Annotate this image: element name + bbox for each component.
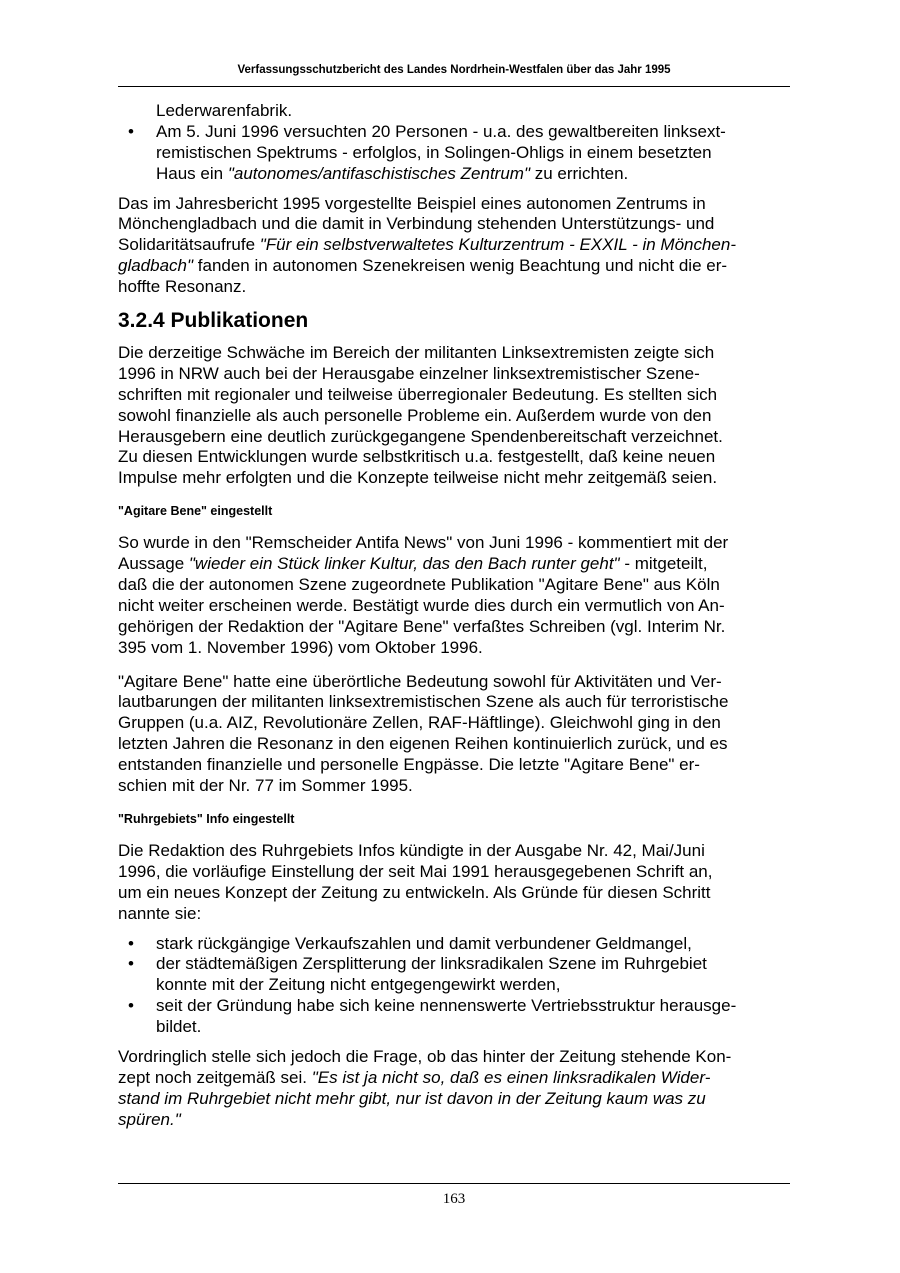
subsection-heading: "Agitare Bene" eingestellt [118, 504, 273, 519]
paragraph: Die Redaktion des Ruhrgebiets Infos kündigte in der Ausgabe Nr. 42, Mai/Juni 1996, die vorläufige Einstellung der seit Mai 1991 herausgegebenen Schrift an, um ein neues Konzept der Zeitung zu entwickeln. Als Gründe für diesen Schritt nannte sie: [118, 840, 713, 923]
section-heading: 3.2.4 Publikationen [118, 309, 309, 333]
list-item-line: Am 5. Juni 1996 versuchten 20 Personen - u.a. des gewaltbereiten linksext- [156, 121, 726, 141]
bullet-icon: • [128, 933, 134, 953]
quote-emphasis: "Es ist ja nicht so, daß es einen linksradikalen Wider- [311, 1067, 711, 1087]
bullet-icon: • [128, 954, 134, 974]
quote-emphasis: "wieder ein Stück linker Kultur, das den Bach runter geht" [188, 554, 620, 574]
quote-emphasis: gladbach" [118, 256, 194, 276]
running-header: Verfassungsschutzbericht des Landes Nordrhein-Westfalen über das Jahr 1995 [237, 64, 671, 76]
quote-emphasis: "autonomes/antifaschistisches Zentrum" [227, 163, 530, 183]
page-number: 163 [442, 1191, 466, 1207]
quote-emphasis: stand im Ruhrgebiet nicht mehr gibt, nur ist davon in der Zeitung kaum was zu [118, 1088, 706, 1108]
bullet-icon: • [128, 121, 134, 141]
paragraph: "Agitare Bene" hatte eine überörtliche Bedeutung sowohl für Aktivitäten und Ver- lautbarungen der militanten linksextremistischen Szene als auch für terroristische Gruppen (u.a. AIZ, Revolutionäre Zellen, RAF-Häftlinge). Gleichwohl ging in den letzten Jahren die Resonanz in den eigenen Reihen kontinuierlich zurück, und es entstanden finanzielle und personelle Engpässe. Die letzte "Agitare Bene" er- schien mit der Nr. 77 im Sommer 1995. [118, 671, 729, 796]
quote-emphasis: "Für ein selbstverwaltetes Kulturzentrum - EXXIL - in Mönchen- [259, 235, 736, 255]
list-item [118, 122, 790, 185]
list-item: • seit der Gründung habe sich keine nennenswerte Vertriebsstruktur herausge- bildet. [128, 996, 737, 1037]
list-item: • der städtemäßigen Zersplitterung der linksradikalen Szene im Ruhrgebiet konnte mit der Zeitung nicht entgegengewirkt werden, [128, 954, 707, 995]
list-item: • stark rückgängige Verkaufszahlen und damit verbundener Geldmangel, [128, 933, 692, 953]
bullet-icon: • [128, 996, 134, 1016]
quote-emphasis: spüren." [118, 1109, 181, 1129]
paragraph: So wurde in den "Remscheider Antifa News" von Juni 1996 - kommentiert mit der Aussage "wieder ein Stück linker Kultur, das den Bach runter geht" - mitgeteilt, daß die der autonomen Szene zugeordnete Publikation "Agitare Bene" aus Köln nicht weiter erscheinen werde. Bestätigt wurde dies durch ein vermutlich von An- gehörigen der Redaktion der "Agitare Bene" verfaßtes Schreiben (vgl. Interim Nr. 395 vom 1. November 1996) vom Oktober 1996. [118, 533, 729, 657]
continued-text: Lederwarenfabrik. [156, 101, 293, 120]
list-item-line: Haus ein "autonomes/antifaschistisches Zentrum" zu errichten. [156, 163, 629, 183]
paragraph: Die derzeitige Schwäche im Bereich der militanten Linksextremisten zeigte sich 1996 in NRW auch bei der Herausgabe einzelner linksextremistischer Szene- schriften mit regionaler und teilweise überregionaler Bedeutung. Es stellten sich sowohl finanzielle als auch personelle Probleme ein. Außerdem wurde von den Herausgebern eine deutlich zurückgegangene Spendenbereitschaft verzeichnet. Zu diesen Entwicklungen wurde selbstkritisch u.a. festgestellt, daß keine neuen Impulse mehr erfolgten und die Konzepte teilweise nicht mehr zeitgemäß seien. [118, 343, 723, 488]
paragraph: Das im Jahresbericht 1995 vorgestellte Beispiel eines autonomen Zentrums in Mönchengladbach und die damit in Verbindung stehenden Unterstützungs- und Solidaritätsaufrufe "Für ein selbstverwaltetes Kulturzentrum - EXXIL - in Mönchen- gladbach" fanden in autonomen Szenekreisen wenig Beachtung und nicht die er- hoffte Resonanz. [118, 193, 736, 297]
page-body [118, 101, 790, 1131]
subsection-heading: "Ruhrgebiets" Info eingestellt [118, 811, 295, 826]
header-rule [118, 86, 790, 87]
paragraph: Vordringlich stelle sich jedoch die Frage, ob das hinter der Zeitung stehende Kon- zept noch zeitgemäß sei. "Es ist ja nicht so, daß es einen linksradikalen Wider- stand im Ruhrgebiet nicht mehr gibt, nur ist davon in der Zeitung kaum was zu spüren." [118, 1046, 732, 1129]
footer-rule [118, 1183, 790, 1184]
list-item-line: remistischen Spektrums - erfolglos, in Solingen-Ohligs in einem besetzten [156, 142, 712, 162]
